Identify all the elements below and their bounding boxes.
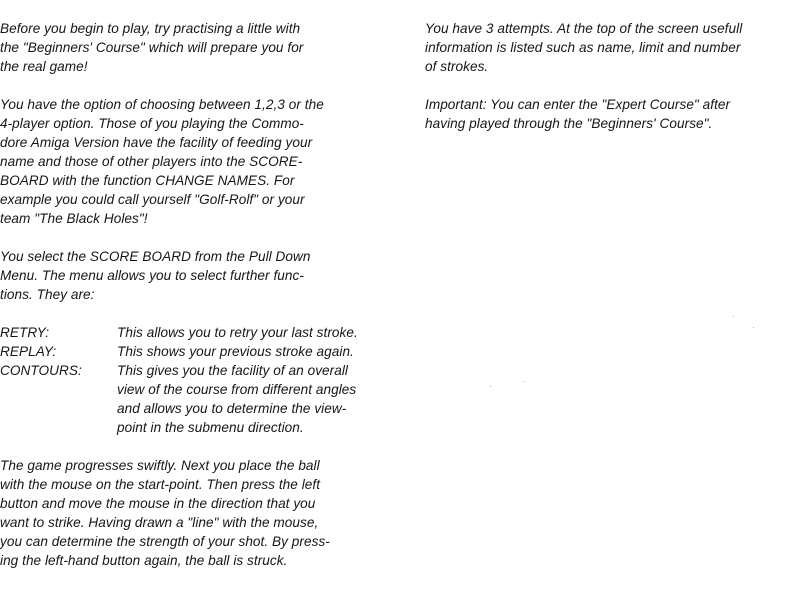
text-line: This shows your previous stroke again.	[117, 344, 354, 359]
gameplay-paragraph	[0, 456, 392, 570]
function-description	[117, 323, 392, 342]
scan-speck	[753, 327, 754, 328]
text-line: You have 3 attempts. At the top of the screen usefull	[425, 21, 743, 36]
text-line: team "The Black Holes"!	[0, 211, 148, 226]
text-line: point in the submenu direction.	[117, 420, 304, 435]
function-description	[117, 361, 392, 437]
menu-functions-list	[0, 323, 392, 437]
scoreboard-paragraph	[0, 247, 392, 304]
text-line: button and move the mouse in the direction that you	[0, 496, 316, 511]
intro-paragraph	[0, 19, 392, 76]
text-line: want to strike. Having drawn a "line" with the mouse,	[0, 515, 319, 530]
function-replay	[0, 342, 392, 361]
function-term: RETRY:	[0, 325, 50, 340]
text-line: 4-player option. Those of you playing the Commo-	[0, 116, 304, 131]
text-line: you can determine the strength of your shot. By press-	[0, 534, 330, 549]
text-line: This gives you the facility of an overall	[117, 363, 348, 378]
text-line: Before you begin to play, try practising a little with	[0, 21, 301, 36]
text-line: tions. They are:	[0, 287, 95, 302]
text-line: ing the left-hand button again, the ball is struck.	[0, 553, 288, 568]
text-line: the real game!	[0, 59, 88, 74]
text-line: with the mouse on the start-point. Then press the left	[0, 477, 321, 492]
function-retry	[0, 323, 392, 342]
right-column	[425, 19, 795, 152]
text-line: example you could call yourself "Golf-Rolf" or your	[0, 192, 305, 207]
text-line: Important: You can enter the "Expert Course" after	[425, 97, 731, 112]
text-line: You have the option of choosing between 1,2,3 or the	[0, 97, 324, 112]
text-line: dore Amiga Version have the facility of feeding your	[0, 135, 313, 150]
attempts-paragraph	[425, 19, 795, 76]
function-term: REPLAY:	[0, 344, 57, 359]
text-line: name and those of other players into the SCORE-	[0, 154, 303, 169]
function-term: CONTOURS:	[0, 363, 82, 378]
text-line: You select the SCORE BOARD from the Pull Down	[0, 249, 311, 264]
text-line: Menu. The menu allows you to select further func-	[0, 268, 304, 283]
text-line: the "Beginners' Course" which will prepare you for	[0, 40, 304, 55]
scan-speck	[733, 316, 734, 317]
text-line: The game progresses swiftly. Next you place the ball	[0, 458, 320, 473]
important-note-paragraph	[425, 95, 795, 133]
text-line: BOARD with the function CHANGE NAMES. For	[0, 173, 295, 188]
text-line: view of the course from different angles	[117, 382, 357, 397]
function-description	[117, 342, 392, 361]
text-line: information is listed such as name, limit and number	[425, 40, 741, 55]
text-line: having played through the "Beginners' Course".	[425, 116, 713, 131]
scan-speck	[524, 381, 525, 382]
text-line: and allows you to determine the view-	[117, 401, 347, 416]
function-contours	[0, 361, 392, 437]
player-options-paragraph	[0, 95, 392, 228]
text-line: This allows you to retry your last stroke.	[117, 325, 358, 340]
left-column	[0, 19, 392, 589]
text-line: of strokes.	[425, 59, 489, 74]
scan-speck	[490, 386, 491, 387]
